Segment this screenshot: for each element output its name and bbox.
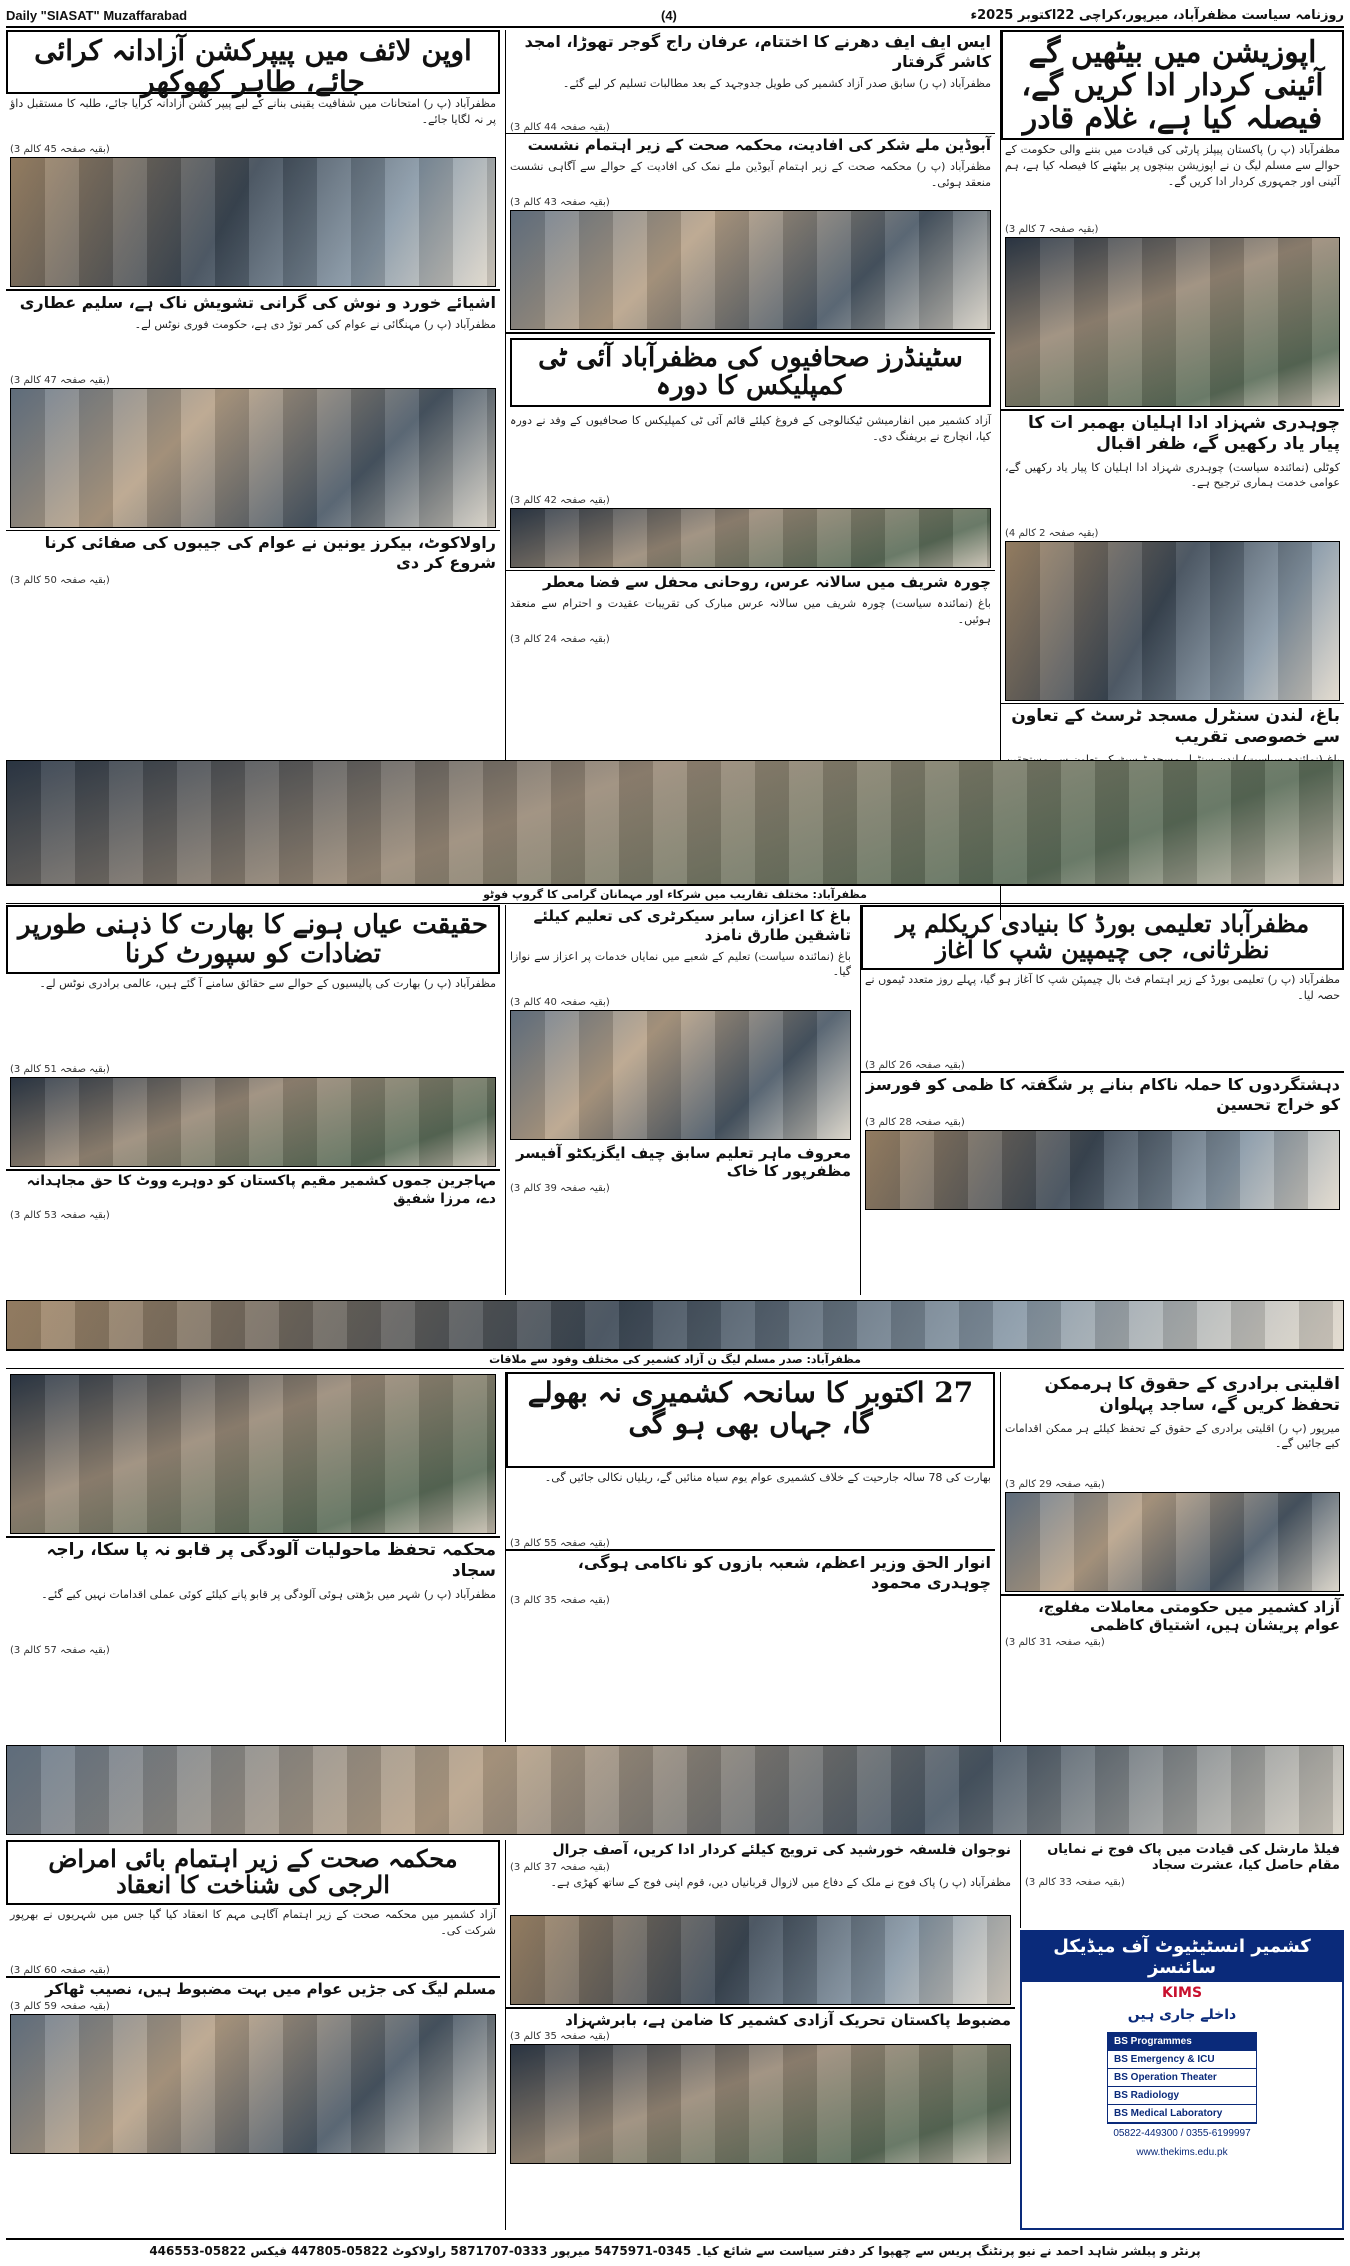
body-s2-midright: باغ (نمائندہ سیاست) تعلیم کے شعبے میں نمایاں خدمات پر اعزاز سے نوازا گیا۔ <box>510 949 851 979</box>
subhead-midright-2[interactable]: آبوڈین ملے شکر کی افادیت، محکمہ صحت کے زیر اہتمام نشست <box>527 136 991 154</box>
headline-s2-midright[interactable]: باغ کا اعزاز، سابر سیکرٹری کی تعلیم کیلئے تاشقین طارق نامزد <box>533 907 851 944</box>
body-left-2: مظفرآباد (پ ر) مہنگائی نے عوام کی کمر توڑ دی ہے، حکومت فوری نوٹس لے۔ <box>134 318 496 331</box>
photo-midleft-1 <box>510 508 991 568</box>
ad-website[interactable]: www.thekims.edu.pk <box>1136 2147 1228 2158</box>
headline-s4-midright[interactable]: نوجوان فلسفہ خورشید کی ترویج کیلئے کردار ادا کریں، آصف جرال <box>552 1842 1011 1858</box>
ad-short-name: KIMS <box>1161 1985 1203 2001</box>
continuation-s4-left-2: (بقیہ صفحہ 59 کالم 3) <box>10 2000 110 2012</box>
section2-left <box>6 905 500 1295</box>
continuation-midright-3: (بقیہ صفحہ 24 کالم 3) <box>510 633 610 645</box>
photo-s4-mid-2 <box>510 2044 1011 2164</box>
headline-s4-right[interactable]: فیلڈ مارشل کی قیادت میں پاک فوج نے نمایاں مقام حاصل کیا، عشرت سجاد <box>1047 1842 1340 1874</box>
headline-s2-right[interactable]: مظفرآباد تعلیمی بورڈ کا بنیادی کریکلم پر نظرثانی، جی چیمپین شپ کا آغاز <box>861 905 1344 970</box>
photo-s3-right <box>1005 1492 1340 1592</box>
column-left <box>6 30 500 770</box>
continuation-s3-right: (بقیہ صفحہ 29 کالم 3) <box>1005 1478 1105 1490</box>
continuation-s4-left: (بقیہ صفحہ 60 کالم 3) <box>10 1964 110 1976</box>
photo-s4-mid <box>510 1915 1011 2005</box>
photo-left-prayer <box>10 388 496 528</box>
photo-band-2-caption: مظفرآباد: صدر مسلم لیگ ن آزاد کشمیر کی مختلف وفود سے ملاقات <box>6 1350 1344 1369</box>
continuation-s3-mid: (بقیہ صفحہ 55 کالم 3) <box>510 1538 610 1549</box>
continuation-s2-left: (بقیہ صفحہ 51 کالم 3) <box>10 1064 110 1076</box>
column-mid-right <box>505 30 995 770</box>
photo-right-1 <box>1005 237 1340 407</box>
photo-band-2 <box>6 1300 1344 1350</box>
body-midright-1: مظفرآباد (پ ر) سابق صدر آزاد کشمیر کی طویل جدوجہد کے بعد مطالبات تسلیم کر لیے گئے۔ <box>562 77 991 90</box>
section3-left <box>6 1372 500 1742</box>
continuation-s3-mid-2: (بقیہ صفحہ 35 کالم 3) <box>510 1595 610 1606</box>
paper-name: Daily "SIASAT" Muzaffarabad <box>6 8 188 23</box>
photo-s2-right <box>865 1130 1340 1210</box>
continuation-left-1: (بقیہ صفحہ 45 کالم 3) <box>10 144 110 155</box>
continuation-midright-1: (بقیہ صفحہ 44 کالم 3) <box>510 122 610 133</box>
headline-midright-1[interactable]: ایس ایف ایف دھرنے کا اختتام، عرفان راج گوجر تھوڑا، امجد کاشر گرفتار <box>524 32 991 71</box>
continuation-s4-midright: (بقیہ صفحہ 37 کالم 3) <box>510 1861 610 1873</box>
subhead-left-3[interactable]: راولاکوٹ، بیکرز یونین نے عوام کی جیبوں کی صفائی کرنا شروع کر دی <box>44 533 496 572</box>
subhead-s2-midright-2[interactable]: معروف ماہر تعلیم سابق چیف ایگزیکٹو آفیسر مظفرپور کا خاک <box>515 1143 851 1181</box>
photo-band-1-caption: مظفرآباد: مختلف تقاریب میں شرکاء اور مہمانان گرامی کا گروپ فوٹو <box>6 885 1344 904</box>
subhead-s3-mid-2[interactable]: انوار الحق وزیر اعظم، شعبہ بازوں کو ناکامی ہوگی، چوہدری محمود <box>577 1553 991 1592</box>
section3-right <box>1000 1372 1344 1742</box>
body-midright-2: مظفرآباد (پ ر) محکمہ صحت کے زیر اہتمام آیوڈین ملے نمک کی افادیت کے حوالے سے آگاہی نشست منعقد ہوئی۔ <box>510 159 991 189</box>
kims-advertisement[interactable] <box>1020 1930 1344 2230</box>
continuation-s4-right: (بقیہ صفحہ 33 کالم 3) <box>1025 1876 1125 1888</box>
section4-right <box>1020 1840 1344 1928</box>
headline-s3-left[interactable]: محکمہ تحفظ ماحولیات آلودگی پر قابو نہ پا سکا، راجہ سجاد <box>46 1540 496 1582</box>
subhead-s2-right-2[interactable]: دہشتگردوں کا حملہ ناکام بنانے پر شگفتہ کا ظمی کو فورسز کو خراج تحسین <box>865 1074 1340 1114</box>
body-midleft-1: آزاد کشمیر میں انفارمیشن ٹیکنالوجی کے فروغ کیلئے قائم آئی ٹی کمپلیکس کا صحافیوں کے وفد نے دورہ کیا، انچارج نے بریفنگ دی۔ <box>510 413 991 443</box>
body-right-2: کوٹلی (نمائندہ سیاست) چوہدری شہزاد ادا اہلیان کا پیار یاد رکھیں گے، عوامی خدمت ہماری ترجیح ہے۔ <box>1005 460 1340 490</box>
continuation-midleft-1: (بقیہ صفحہ 42 کالم 3) <box>510 494 610 506</box>
photo-midright-market <box>510 210 991 330</box>
continuation-s3-right-2: (بقیہ صفحہ 31 کالم 3) <box>1005 1637 1105 1648</box>
section2-midright <box>505 905 855 1295</box>
body-right-1: مظفرآباد (پ ر) پاکستان پیپلز پارٹی کی قیادت میں بننے والی حکومت کے حوالے سے مسلم لیگ ن نے اپوزیشن بینچوں پر بیٹھنے کا فیصلہ کیا ہے، ہم آئینی اور جمہوری کردار ادا کریں گے۔ <box>1005 143 1340 188</box>
ad-program-item: BS Medical Laboratory <box>1108 2105 1256 2123</box>
photo-left-meeting <box>10 157 496 287</box>
headline-s2-left[interactable]: حقیقت عیاں ہونے کا بھارت کا ذہنی طورپر تضادات کو سپورٹ کرنا <box>6 905 500 974</box>
photo-right-2 <box>1005 541 1340 701</box>
subhead-s4-right-2[interactable]: مضبوط پاکستان تحریک آزادی کشمیر کا ضامن ہے، بابرشہزاد <box>565 2010 1011 2029</box>
masthead <box>6 6 1344 28</box>
section4-left <box>6 1840 500 2230</box>
ad-phones: 05822-449300 / 0355-6199997 <box>1113 2128 1251 2139</box>
photo-s2-left-meeting <box>10 1077 496 1167</box>
imprint-footer: پرنٹر و پبلشر شاہد احمد نے نیو پرنٹنگ پریس سے چھپوا کر دفتر سیاست سے شائع کیا۔ 0345-5475971 میرپور 0333-5871707 راولاکوٹ 05822-447805 فیکس 05822-446553 <box>6 2238 1344 2262</box>
ad-programs-title: BS Programmes <box>1108 2033 1256 2051</box>
section4-mid <box>505 1840 1015 2230</box>
ad-programs-list <box>1107 2032 1257 2124</box>
headline-s3-mid[interactable]: 27 اکتوبر کا سانحہ کشمیری نہ بھولے گا، جہاں بھی ہو گی <box>506 1372 995 1468</box>
photo-s2-midright-shrine <box>510 1010 851 1140</box>
continuation-s2-midright: (بقیہ صفحہ 40 کالم 3) <box>510 996 610 1008</box>
ad-program-item: BS Emergency & ICU <box>1108 2051 1256 2069</box>
headline-right-1[interactable]: اپوزیشن میں بیٹھیں گے آئینی کردار ادا کریں گے، فیصلہ کیا ہے، غلام قادر <box>1001 30 1344 140</box>
body-s3-left: مظفرآباد (پ ر) شہر میں بڑھتی ہوئی آلودگی پر قابو پانے کیلئے کوئی عملی اقدامات نہیں کیے گئے۔ <box>41 1587 496 1601</box>
section3-mid <box>505 1372 995 1742</box>
headline-left-1[interactable]: اوپن لائف میں پیپرکشن آزادانہ کرائی جائے، طاہر کھوکھر <box>6 30 500 94</box>
body-left-1: مظفرآباد (پ ر) امتحانات میں شفافیت یقینی بنانے کے لیے پیپر کشن آزادانہ کرایا جائے، طلبہ کا مستقبل داؤ پر نہ لگایا جائے۔ <box>10 97 496 126</box>
headline-midleft-1[interactable]: سٹینڈرز صحافیوں کی مظفرآباد آئی ٹی کمپلیکس کا دورہ <box>510 338 991 407</box>
subhead-right-3[interactable]: باغ، لندن سنٹرل مسجد ٹرسٹ کے تعاون سے خصوصی تقریب <box>1011 705 1340 747</box>
dateline: روزنامہ سیاست مظفرآباد، میرپور،کراچی 22اکتوبر 2025ء <box>970 8 1344 23</box>
ad-program-item: BS Radiology <box>1108 2087 1256 2105</box>
continuation-s4-right-2: (بقیہ صفحہ 35 کالم 3) <box>510 2031 610 2043</box>
continuation-left-3: (بقیہ صفحہ 50 کالم 3) <box>10 575 110 586</box>
body-s2-left: مظفرآباد (پ ر) بھارت کی پالیسیوں کے حوالے سے حقائق سامنے آ گئے ہیں، عالمی برادری نوٹس لے۔ <box>39 977 496 991</box>
continuation-s2-left-2: (بقیہ صفحہ 53 کالم 3) <box>10 1210 110 1222</box>
subhead-s4-left-2[interactable]: مسلم لیگ کی جڑیں عوام میں بہت مضبوط ہیں، نصیب ٹھاکر <box>45 1979 496 1998</box>
subhead-s3-right-2[interactable]: آزاد کشمیر میں حکومتی معاملات مفلوج، عوام پریشان ہیں، اشتیاق کاظمی <box>1038 1597 1340 1635</box>
continuation-left-2: (بقیہ صفحہ 47 کالم 3) <box>10 375 110 386</box>
continuation-s3-left: (بقیہ صفحہ 57 کالم 3) <box>10 1644 110 1656</box>
continuation-midright-2: (بقیہ صفحہ 43 کالم 3) <box>510 196 610 208</box>
continuation-s2-right-2: (بقیہ صفحہ 28 کالم 3) <box>865 1116 965 1128</box>
subhead-right-2[interactable]: چوہدری شہزاد ادا اہلیان بھمبر ات کا پیار یاد رکھیں گے، ظفر اقبال <box>1027 413 1340 455</box>
section2-right <box>860 905 1344 1295</box>
body-s3-mid: بھارت کی 78 سالہ جارحیت کے خلاف کشمیری عوام یوم سیاہ منائیں گے، ریلیاں نکالی جائیں گی۔ <box>544 1471 991 1484</box>
ad-program-item: BS Operation Theater <box>1108 2069 1256 2087</box>
ad-tagline: داخلے جاری ہیں <box>1127 2007 1237 2023</box>
continuation-right-1: (بقیہ صفحہ 7 کالم 3) <box>1005 224 1099 235</box>
body-midright-3: باغ (نمائندہ سیاست) چورہ شریف میں سالانہ عرس مبارک کی تقریبات عقیدت و احترام سے منعقد ہوئیں۔ <box>510 596 991 626</box>
photo-band-3 <box>6 1745 1344 1835</box>
continuation-s2-midright-2: (بقیہ صفحہ 39 کالم 3) <box>510 1183 610 1194</box>
headline-s4-left[interactable]: محکمہ صحت کے زیر اہتمام بائی امراض الرجی کی شناخت کا انعقاد <box>6 1840 500 1905</box>
subhead-left-2[interactable]: اشیائے خورد و نوش کی گرانی تشویش ناک ہے، سلیم عطاری <box>19 293 496 312</box>
body-s2-right: مظفرآباد (پ ر) تعلیمی بورڈ کے زیر اہتمام فٹ بال چیمپئن شپ کا آغاز ہو گیا، پہلے روز متعدد ٹیموں نے حصہ لیا۔ <box>865 972 1340 1002</box>
subhead-midright-3[interactable]: چورہ شریف میں سالانہ عرس، روحانی محفل سے فضا معطر <box>542 572 991 591</box>
photo-s4-left <box>10 2014 496 2154</box>
photo-s3-left-portrait <box>10 1374 496 1534</box>
subhead-s2-left-2[interactable]: مہاجرین جموں کشمیر مقیم پاکستان کو دوہرے ووٹ کا حق مجاہدانہ دے، مرزا شفیق <box>26 1173 496 1207</box>
page-number: (4) <box>661 8 677 23</box>
photo-band-1 <box>6 760 1344 885</box>
body-s4-left: آزاد کشمیر میں محکمہ صحت کے زیر اہتمام آگاہی مہم کا انعقاد کیا گیا جس میں شہریوں نے بھرپور شرکت کی۔ <box>10 1907 496 1937</box>
continuation-right-2: (بقیہ صفحہ 2 کالم 4) <box>1005 527 1099 539</box>
ad-institute-name: کشمیر انسٹیٹیوٹ آف میڈیکل سائنسز <box>1022 1932 1342 1982</box>
headline-s3-right[interactable]: اقلیتی برادری کے حقوق کا ہرممکن تحفظ کریں گے، ساجد پہلوان <box>1044 1374 1340 1416</box>
continuation-s2-right: (بقیہ صفحہ 26 کالم 3) <box>865 1059 965 1071</box>
body-s4-right: مظفرآباد (پ ر) پاک فوج نے ملک کے دفاع میں لازوال قربانیاں دیں، قوم اپنی فوج کے ساتھ کھڑی ہے۔ <box>550 1875 1011 1889</box>
body-s3-right: میرپور (پ ر) اقلیتی برادری کے حقوق کے تحفظ کیلئے ہر ممکن اقدامات کیے جائیں گے۔ <box>1005 1421 1340 1451</box>
